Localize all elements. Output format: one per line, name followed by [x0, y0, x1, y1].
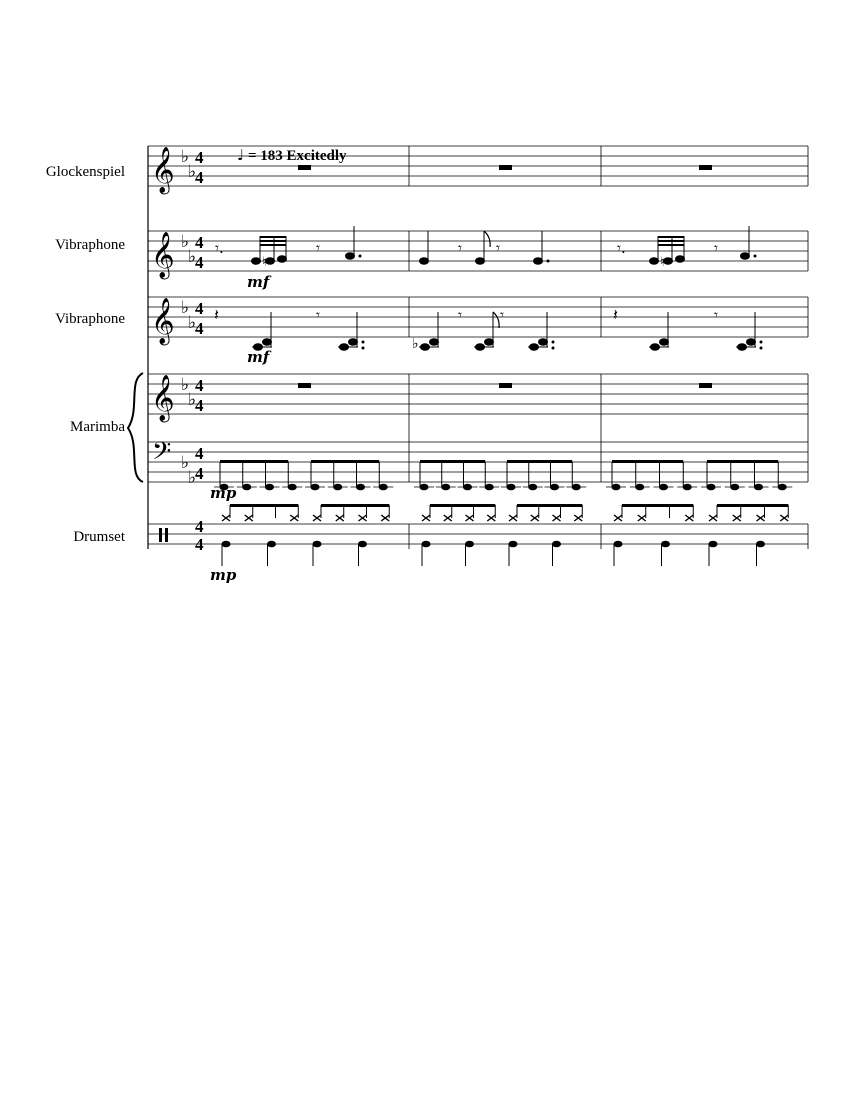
svg-text:♮: ♮: [262, 255, 267, 270]
svg-text:𝄾: 𝄾: [714, 306, 718, 324]
hihat-x-icon: [313, 515, 321, 521]
treble-clef-icon: 𝄞: [151, 147, 175, 193]
svg-text:𝄾: 𝄾: [316, 306, 320, 324]
note-head: [709, 541, 718, 548]
percussion-clef-icon: [165, 528, 168, 542]
whole-rest-icon: [298, 383, 311, 388]
note-head: [222, 541, 231, 548]
label-vibraphone-2: Vibraphone: [55, 311, 125, 327]
hihat-x-icon: [685, 515, 693, 521]
svg-text:𝄽: 𝄽: [214, 305, 219, 324]
whole-rest-icon: [699, 165, 712, 170]
brace-icon: [128, 373, 143, 482]
hihat-x-icon: [614, 515, 622, 521]
hihat-x-icon: [222, 515, 230, 521]
whole-rest-icon: [499, 165, 512, 170]
hihat-x-icon: [466, 515, 474, 521]
svg-text:𝄾: 𝄾: [458, 306, 462, 324]
hihat-x-icon: [359, 515, 367, 521]
time-signature-top: 4: [195, 233, 204, 252]
hihat-x-icon: [757, 515, 765, 521]
bass-clef-icon: 𝄢: [152, 437, 172, 472]
note-beam: [612, 460, 683, 463]
tempo-marking: [237, 146, 347, 164]
hihat-x-icon: [638, 515, 646, 521]
dynamic-mf: mf: [247, 273, 270, 291]
note-head: [614, 541, 623, 548]
note-head: [756, 541, 765, 548]
treble-clef-icon: 𝄞: [151, 375, 175, 421]
note-head: [552, 541, 561, 548]
svg-text:𝄽: 𝄽: [613, 305, 618, 324]
note-head: [267, 541, 276, 548]
svg-text:𝄾: 𝄾: [714, 239, 718, 257]
hihat-x-icon: [381, 515, 389, 521]
time-signature-top: 4: [195, 444, 204, 463]
flat-icon: ♭: [181, 375, 190, 395]
treble-clef-icon: 𝄞: [151, 232, 175, 278]
dynamic-mp: mp: [210, 566, 237, 584]
time-signature-bottom: 4: [195, 464, 204, 483]
svg-text:♭: ♭: [412, 336, 419, 352]
time-signature-bottom: 4: [195, 396, 204, 415]
label-vibraphone-1: Vibraphone: [55, 237, 125, 253]
time-signature-top: 4: [195, 299, 204, 318]
note-beam: [420, 460, 485, 463]
flat-icon: ♭: [188, 468, 197, 488]
whole-rest-icon: [298, 165, 311, 170]
time-signature-bottom: 4: [195, 535, 204, 554]
note-head: [465, 541, 474, 548]
percussion-clef-icon: [159, 528, 162, 542]
flat-icon: ♭: [181, 147, 190, 167]
note-head: [358, 541, 367, 548]
note-beam: [507, 460, 572, 463]
note-beam: [230, 504, 298, 507]
flat-icon: ♭: [181, 298, 190, 318]
flat-icon: ♭: [181, 453, 190, 473]
svg-text:𝄾: 𝄾: [316, 239, 320, 257]
tempo-note-glyph: ♩: [237, 146, 245, 164]
hihat-x-icon: [422, 515, 430, 521]
time-signature-bottom: 4: [195, 319, 204, 338]
marimba-eighth-notes: [214, 460, 792, 490]
treble-clef-icon: 𝄞: [151, 298, 175, 344]
note-head: [422, 541, 431, 548]
hihat-x-icon: [444, 515, 452, 521]
hihat-x-icon: [290, 515, 298, 521]
note-beam: [622, 504, 693, 507]
svg-text:♮: ♮: [660, 255, 665, 270]
whole-rest-icon: [499, 383, 512, 388]
note-beam: [311, 460, 379, 463]
hihat-x-icon: [245, 515, 253, 521]
note-beam: [517, 504, 582, 507]
label-marimba: Marimba: [70, 419, 125, 435]
whole-rest-icon: [699, 383, 712, 388]
vibraphone-1-notes: [215, 226, 757, 270]
svg-text:𝄾.: 𝄾.: [617, 239, 626, 257]
note-head: [509, 541, 518, 548]
flat-icon: ♭: [181, 232, 190, 252]
note-beam: [321, 504, 389, 507]
time-signature-bottom: 4: [195, 253, 204, 272]
dynamic-mf: mf: [247, 348, 270, 366]
flat-icon: ♭: [188, 390, 197, 410]
time-signature-top: 4: [195, 148, 204, 167]
staff-vibraphone-2: [148, 297, 808, 337]
hihat-x-icon: [487, 515, 495, 521]
staff-marimba-treble: [148, 374, 808, 482]
hihat-x-icon: [780, 515, 788, 521]
note-beam: [707, 460, 778, 463]
vibraphone-2-notes: [214, 305, 763, 352]
hihat-x-icon: [553, 515, 561, 521]
drumset-notes: [222, 504, 789, 566]
time-signature-top: 4: [195, 517, 204, 536]
note-head: [313, 541, 322, 548]
note-beam: [717, 504, 788, 507]
flat-icon: ♭: [188, 162, 197, 182]
svg-text:𝄾.: 𝄾.: [215, 239, 224, 257]
tempo-text: = 183 Excitedly: [248, 148, 347, 164]
hihat-x-icon: [336, 515, 344, 521]
label-drumset: Drumset: [73, 529, 125, 545]
note-beam: [220, 460, 288, 463]
hihat-x-icon: [509, 515, 517, 521]
flat-icon: ♭: [188, 247, 197, 267]
svg-text:𝄾: 𝄾: [496, 239, 500, 257]
hihat-x-icon: [531, 515, 539, 521]
label-glockenspiel: Glockenspiel: [45, 164, 125, 180]
dynamic-mp: mp: [210, 484, 237, 502]
hihat-x-icon: [733, 515, 741, 521]
time-signature-top: 4: [195, 376, 204, 395]
note-beam: [430, 504, 495, 507]
time-signature-bottom: 4: [195, 168, 204, 187]
flat-icon: ♭: [188, 313, 197, 333]
svg-text:𝄾: 𝄾: [500, 306, 504, 324]
staff-vibraphone-1: [148, 231, 808, 271]
hihat-x-icon: [709, 515, 717, 521]
svg-text:𝄾: 𝄾: [458, 239, 462, 257]
hihat-x-icon: [574, 515, 582, 521]
note-head: [661, 541, 670, 548]
